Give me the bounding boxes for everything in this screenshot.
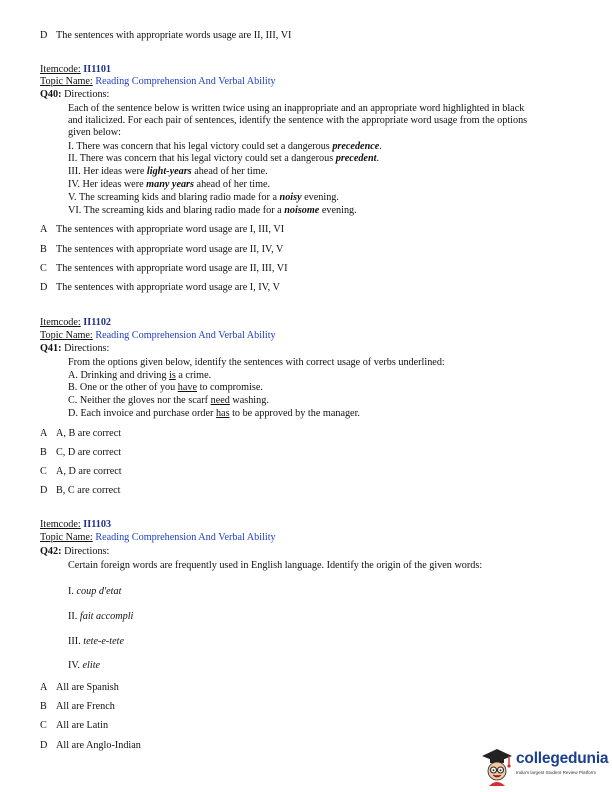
sentence-item: V. The screaming kids and blaring radio made for a noisy evening. [68,192,339,203]
question-number: Q40: [40,89,62,100]
itemcode-row [40,64,111,76]
topic-row [40,76,276,88]
foreign-word-item: III. tete-e-tete [68,636,124,647]
highlighted-word: noisome [284,205,320,216]
foreign-word: fait accompli [79,611,134,622]
option-text: The sentences with appropriate words usage are II, III, VI [56,30,292,41]
itemcode-row [40,519,111,531]
option-letter: C [40,466,47,477]
sentence-item: C. Neither the gloves nor the scarf need washing. [68,395,269,406]
question-heading [40,89,109,101]
highlighted-word: precedent [335,153,377,164]
question-number: Q41: [40,343,62,354]
option-text: All are Spanish [56,682,119,693]
option-text: The sentences with appropriate word usage are I, III, VI [56,224,285,235]
sentence-item: IV. Her ideas were many years ahead of her time. [68,179,271,190]
topic-value: Reading Comprehension And Verbal Ability [95,76,276,87]
topic-value: Reading Comprehension And Verbal Ability [95,532,276,543]
itemcode-value: II1101 [83,64,112,75]
foreign-word-item: IV. elite [68,660,101,671]
option-text: All are Latin [56,720,109,731]
sentence-item: I. There was concern that his legal victory could set a dangerous precedence. [68,141,382,152]
directions-label: Directions: [64,546,110,557]
logo-tagline: India's largest Student Review Platform [516,770,597,775]
direction-line: and italicized. For each pair of sentences, identify the sentence with the appropriate word usage from the options [68,115,528,126]
underlined-verb: have [177,382,198,393]
direction-line: From the options given below, identify the sentences with correct usage of verbs underlined: [68,357,445,368]
option-letter: B [40,244,47,255]
option-letter: C [40,720,47,731]
option-text: The sentences with appropriate word usage are I, IV, V [56,282,280,293]
option-text: A, D are correct [56,466,122,477]
highlighted-word: noisy [279,192,302,203]
itemcode-label: Itemcode: [40,317,81,328]
underlined-verb: is [169,370,176,381]
option-text: All are French [56,701,115,712]
itemcode-label: Itemcode: [40,64,81,75]
highlighted-word: light-years [146,166,192,177]
option-letter: D [40,282,48,293]
underlined-verb: has [215,408,230,419]
highlighted-word: precedence [332,141,380,152]
question-number: Q42: [40,546,62,557]
topic-row [40,330,276,342]
foreign-word: tete-e-tete [83,636,124,647]
graduate-mascot-icon [480,746,514,786]
option-letter: D [40,485,48,496]
option-text: B, C are correct [56,485,121,496]
direction-line: given below: [68,127,121,138]
option-letter: A [40,428,48,439]
sentence-item: VI. The screaming kids and blaring radio made for a noisome evening. [68,205,357,216]
topic-label: Topic Name: [40,76,93,87]
underlined-verb: need [210,395,230,406]
sentence-item: III. Her ideas were light-years ahead of her time. [68,166,268,177]
option-text: All are Anglo-Indian [56,740,141,751]
foreign-word-item: II. fait accompli [68,611,134,622]
logo-wordmark: collegedunia [516,750,609,767]
itemcode-value: II1102 [83,317,112,328]
option-letter: D [40,740,48,751]
option-letter: A [40,224,48,235]
sentence-item: B. One or the other of you have to compromise. [68,382,263,393]
topic-value: Reading Comprehension And Verbal Ability [95,330,276,341]
topic-row [40,532,276,544]
option-letter: B [40,701,47,712]
itemcode-value: II1103 [83,519,112,530]
option-text: C, D are correct [56,447,122,458]
sentence-item: A. Drinking and driving is a crime. [68,370,212,381]
question-heading [40,546,109,558]
option-letter: C [40,263,47,274]
topic-label: Topic Name: [40,532,93,543]
sentence-item: II. There was concern that his legal victory could set a dangerous precedent. [68,153,380,164]
foreign-word: coup d'etat [76,586,122,597]
sentence-item: D. Each invoice and purchase order has to be approved by the manager. [68,408,360,419]
foreign-word: elite [82,660,101,671]
highlighted-word: many years [146,179,194,190]
option-text: A, B are correct [56,428,122,439]
direction-line: Certain foreign words are frequently used in English language. Identify the origin of the given words: [68,560,483,571]
option-letter: B [40,447,47,458]
option-text: The sentences with appropriate word usage are II, III, VI [56,263,288,274]
option-text: The sentences with appropriate word usage are II, IV, V [56,244,284,255]
collegedunia-logo[interactable] [480,744,612,788]
directions-label: Directions: [64,89,110,100]
foreign-word-item: I. coup d'etat [68,586,122,597]
itemcode-row [40,317,111,329]
question-heading [40,343,109,355]
directions-label: Directions: [64,343,110,354]
itemcode-label: Itemcode: [40,519,81,530]
option-letter: D [40,30,48,41]
direction-line: Each of the sentence below is written twice using an inappropriate and an appropriate word highlighted in black [68,103,525,114]
option-letter: A [40,682,48,693]
topic-label: Topic Name: [40,330,93,341]
